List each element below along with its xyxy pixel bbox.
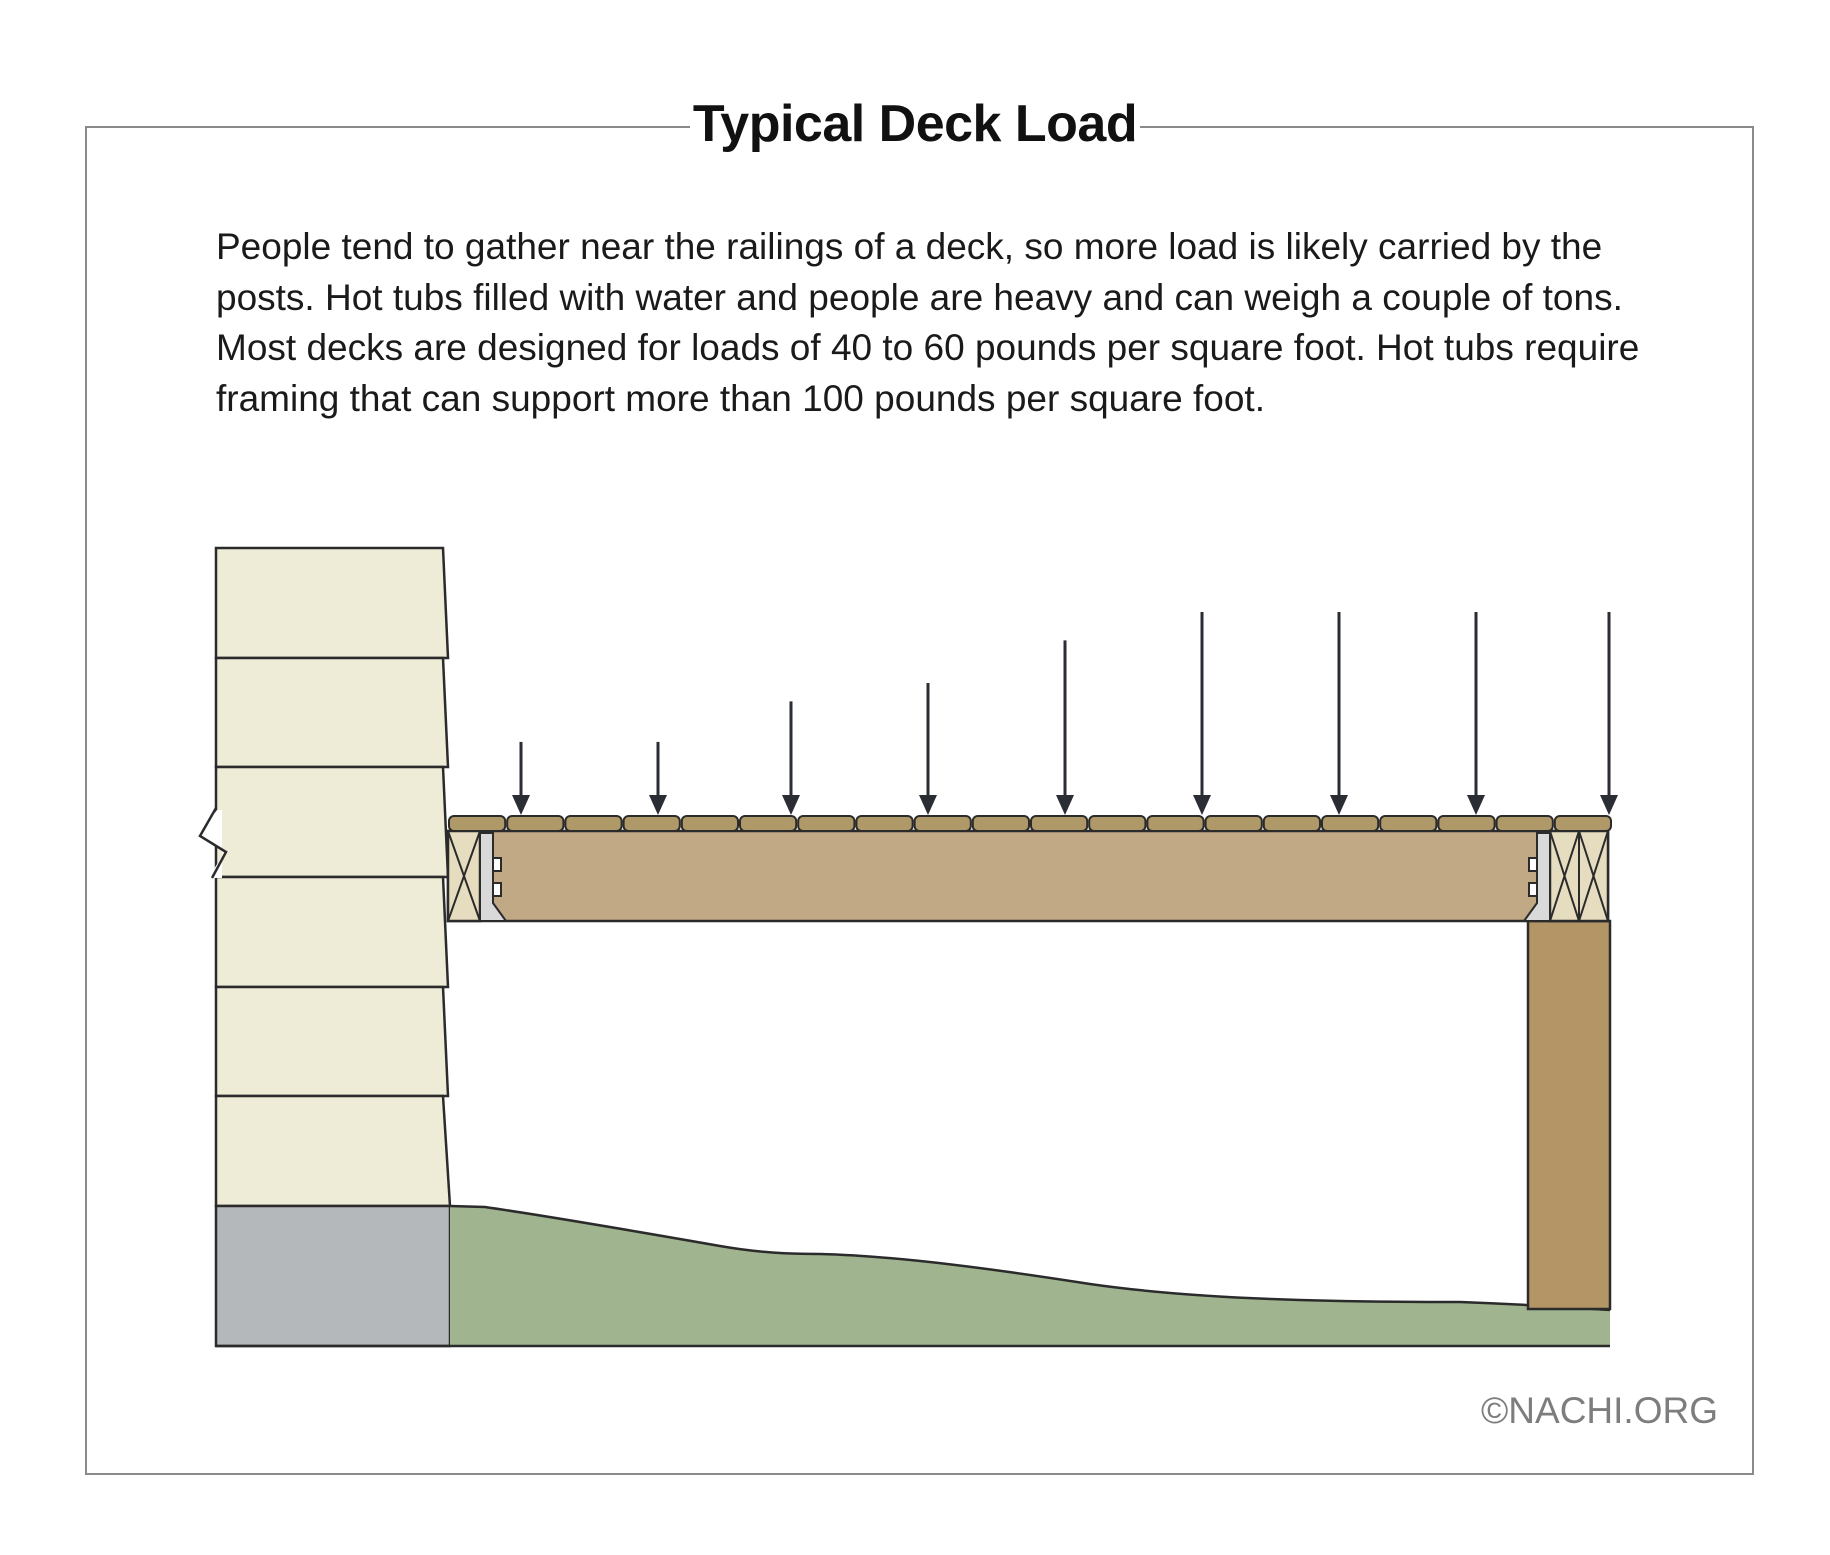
- decking-board: [1555, 816, 1611, 831]
- load-arrow-head: [512, 795, 530, 815]
- floor-joist: [448, 831, 1608, 921]
- foundation: [216, 1206, 450, 1346]
- load-arrow-head: [1600, 795, 1618, 815]
- decking-board: [973, 816, 1029, 831]
- load-arrow-head: [1056, 795, 1074, 815]
- decking-board: [740, 816, 796, 831]
- decking-board: [507, 816, 563, 831]
- decking-board: [1264, 816, 1320, 831]
- decking-board: [682, 816, 738, 831]
- siding-board: [216, 877, 448, 987]
- page-title: Typical Deck Load: [690, 88, 1140, 160]
- decking-board: [1206, 816, 1262, 831]
- description-text: People tend to gather near the railings of a deck, so more load is likely carried by the posts. Hot tubs filled with water and people are heavy and can weigh a couple of tons. Most decks are designed for loads of 40 to 60 pounds per square foot. Hot tubs require framing that can support more than 100 pounds per square foot.: [216, 226, 1640, 419]
- decking-board: [1322, 816, 1378, 831]
- decking-board: [1380, 816, 1436, 831]
- siding-board: [216, 658, 448, 767]
- siding-board: [216, 548, 448, 658]
- decking-board: [565, 816, 621, 831]
- copyright-credit: ©NACHI.ORG: [1481, 1390, 1718, 1431]
- support-post: [1528, 921, 1610, 1309]
- load-arrows: [512, 612, 1618, 815]
- load-arrow-head: [1467, 795, 1485, 815]
- siding-board: [216, 987, 448, 1096]
- decking-board: [915, 816, 971, 831]
- rim-beam: [1550, 831, 1608, 921]
- load-arrow-head: [649, 795, 667, 815]
- load-arrow-head: [1330, 795, 1348, 815]
- decking-board: [1089, 816, 1145, 831]
- siding-board: [216, 767, 448, 877]
- siding-board: [216, 1096, 450, 1206]
- load-arrow-head: [782, 795, 800, 815]
- decking-board: [798, 816, 854, 831]
- house-siding: [198, 548, 450, 1206]
- decking-board: [1147, 816, 1203, 831]
- load-arrow-head: [1193, 795, 1211, 815]
- load-arrow-head: [919, 795, 937, 815]
- decking-board: [856, 816, 912, 831]
- decking-board: [449, 816, 505, 831]
- ledger-board: [448, 831, 480, 921]
- decking-board: [1497, 816, 1553, 831]
- decking-board: [1031, 816, 1087, 831]
- decking-boards: [449, 816, 1611, 831]
- decking-board: [624, 816, 680, 831]
- decking-board: [1438, 816, 1494, 831]
